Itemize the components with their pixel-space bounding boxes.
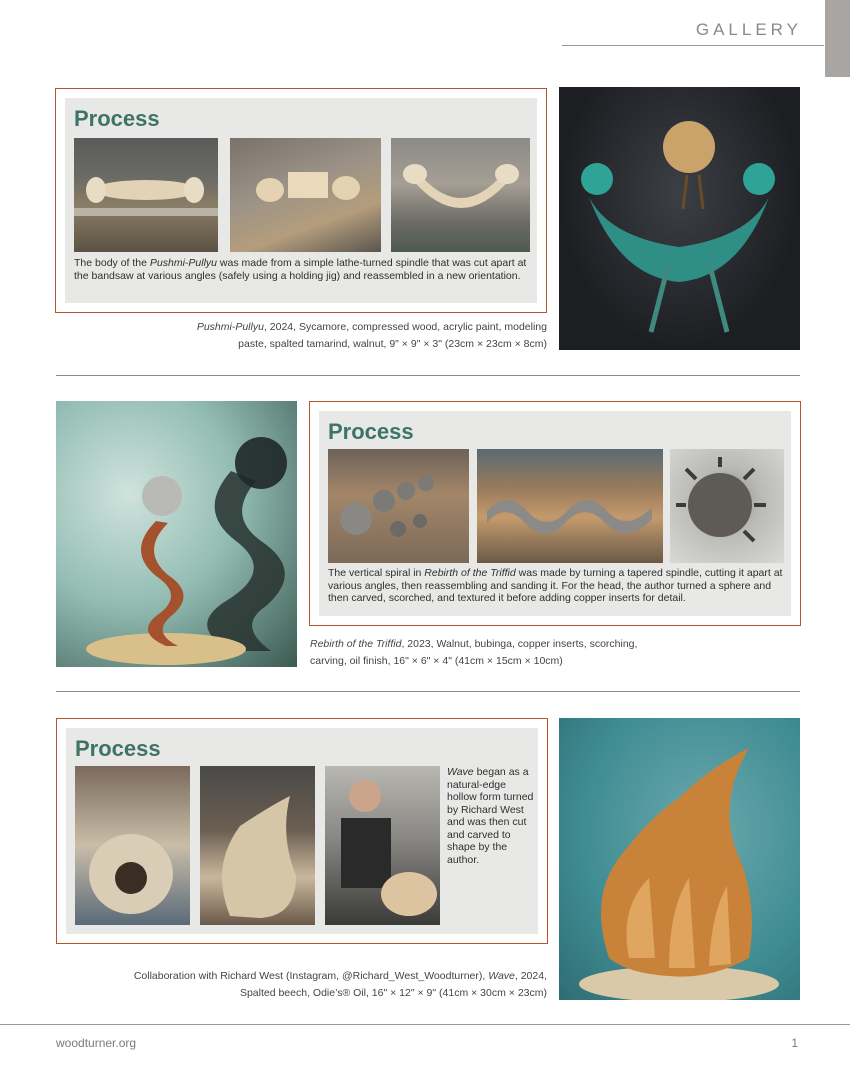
footer-rule xyxy=(0,1024,850,1025)
artwork-caption-triffid xyxy=(310,636,730,670)
process-photo-carved-form xyxy=(200,766,315,925)
footer-website: woodturner.org xyxy=(56,1036,137,1050)
process-text-part: The vertical spiral in xyxy=(328,567,425,579)
caption-line-2: carving, oil finish, 16" × 6" × 4" (41cm × 15cm × 10cm) xyxy=(310,655,563,667)
caption-line-1 xyxy=(310,636,730,653)
process-box-triffid xyxy=(309,401,801,626)
artwork-caption-pushmi xyxy=(120,319,547,353)
spiked-sphere-icon xyxy=(670,449,784,563)
spiral-sculpture-icon xyxy=(56,401,297,667)
process-photo-spiral-assembly xyxy=(477,449,663,563)
process-panel xyxy=(65,98,537,303)
spindle-shape-icon xyxy=(74,138,218,252)
caption-title: Rebirth of the Triffid xyxy=(310,638,402,650)
process-text-title: Rebirth of the Triffid xyxy=(424,567,516,579)
process-photo-author-carving xyxy=(325,766,440,925)
process-photo-bandsaw-pieces xyxy=(230,138,381,252)
creature-sculpture-icon xyxy=(559,87,800,350)
process-text xyxy=(447,766,535,866)
process-photo-reassembled xyxy=(391,138,530,252)
hollow-vessel-icon xyxy=(75,766,190,925)
caption-title: Pushmi-Pullyu xyxy=(196,321,264,333)
process-photo-hollow-form xyxy=(75,766,190,925)
artwork-photo-wave xyxy=(559,718,800,1000)
page-number: 1 xyxy=(791,1036,798,1050)
section-divider xyxy=(56,375,800,376)
sliced-discs-icon xyxy=(328,449,469,563)
process-box-wave xyxy=(56,718,548,944)
process-photo-sliced-spindle xyxy=(328,449,469,563)
caption-line-2: Spalted beech, Odie’s® Oil, 16" × 12" × 9" (41cm × 30cm × 23cm) xyxy=(239,987,547,999)
process-title: Process xyxy=(75,736,161,761)
wavy-spiral-icon xyxy=(477,449,663,563)
process-text-title: Pushmi-Pullyu xyxy=(149,257,217,269)
process-text xyxy=(74,257,534,282)
process-title: Process xyxy=(328,419,414,444)
caption-text: , 2024, Sycamore, compressed wood, acrylic paint, modeling xyxy=(263,321,547,333)
process-text-part: began as a natural-edge hollow form turned by Richard West and was then cut and carved to shape by the author. xyxy=(447,766,534,866)
caption-text: Collaboration with Richard West (Instagram, @Richard_West_Woodturner), xyxy=(133,970,489,982)
caption-text: , 2023, Walnut, bubinga, copper inserts, scorching, xyxy=(401,638,638,650)
header-rule xyxy=(562,45,824,46)
process-text-title: Wave xyxy=(447,766,474,778)
caption-line-1 xyxy=(100,968,547,985)
artwork-photo-pushmi-pullyu xyxy=(559,87,800,350)
cut-pieces-icon xyxy=(230,138,381,252)
wave-vessel-icon xyxy=(559,718,800,1000)
process-photo-lathe-spindle xyxy=(74,138,218,252)
process-text-part: was made from a simple lathe-turned spindle that was cut apart at the bandsaw at various angles (safely using a holding jig) and reassembled in a new orientation. xyxy=(74,257,527,282)
caption-text: , 2024, xyxy=(514,970,547,982)
process-text-part: The body of the xyxy=(74,257,150,269)
caption-line-2: paste, spalted tamarind, walnut, 9" × 9" × 3" (23cm × 23cm × 8cm) xyxy=(238,338,547,350)
carved-vessel-icon xyxy=(200,766,315,925)
caption-line-1 xyxy=(120,319,547,336)
process-panel xyxy=(319,411,791,616)
process-title: Process xyxy=(74,106,160,131)
process-panel xyxy=(66,728,538,934)
corner-tab xyxy=(825,0,850,77)
section-header: GALLERY xyxy=(695,20,802,39)
caption-title: Wave xyxy=(488,970,515,982)
artwork-photo-triffid xyxy=(56,401,297,667)
process-box-pushmi xyxy=(55,88,547,313)
process-photo-spiked-sphere xyxy=(670,449,784,563)
artwork-caption-wave xyxy=(100,968,547,1002)
section-divider xyxy=(56,691,800,692)
process-text xyxy=(328,567,790,605)
person-carving-icon xyxy=(325,766,440,925)
process-text-part: was made by turning a tapered spindle, cutting it apart at various angles, then reassembling and sanding it. For the head, the author turned a sphere and then carved, scorched, and textured it before adding copper inserts for detail. xyxy=(328,567,783,604)
arch-form-icon xyxy=(391,138,530,252)
